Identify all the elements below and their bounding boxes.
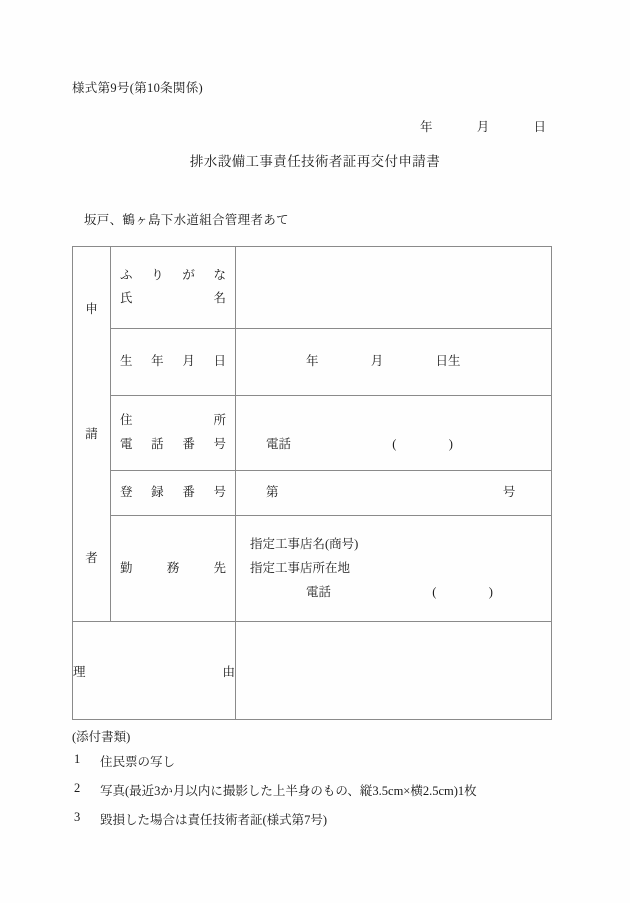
label-furigana-name bbox=[111, 247, 236, 329]
attachment-number: 2 bbox=[74, 781, 81, 795]
table-row-workplace bbox=[73, 516, 552, 622]
list-item bbox=[74, 810, 614, 828]
workplace-char-1: 勤 bbox=[120, 560, 133, 575]
workplace-char-2: 務 bbox=[166, 560, 180, 575]
phone-char-2: 話 bbox=[151, 436, 164, 451]
furigana-char-1: ふ bbox=[120, 267, 133, 282]
regno-prefix-label: 第 bbox=[266, 485, 279, 500]
label-reason-chars bbox=[73, 662, 235, 680]
workplace-phone-line bbox=[236, 581, 551, 605]
attachment-number: 1 bbox=[74, 752, 81, 766]
label-workplace bbox=[111, 516, 236, 622]
registration-number-value-line bbox=[236, 481, 551, 505]
label-birthdate-chars bbox=[111, 350, 235, 374]
furigana-char-3: が bbox=[182, 267, 195, 282]
label-birthdate bbox=[111, 328, 236, 395]
regno-char-4: 号 bbox=[213, 485, 226, 500]
table-row-address bbox=[73, 395, 552, 470]
attachment-text: 住民票の写し bbox=[100, 755, 176, 769]
birthdate-char-1: 生 bbox=[120, 353, 133, 368]
label-address-phone bbox=[111, 395, 236, 470]
field-address-value[interactable] bbox=[236, 395, 552, 470]
field-birthdate-value[interactable] bbox=[236, 328, 552, 395]
label-registration-number bbox=[111, 471, 236, 516]
table-row-birthdate bbox=[73, 328, 552, 395]
regno-char-1: 登 bbox=[120, 485, 133, 500]
regno-suffix-label: 号 bbox=[502, 485, 516, 500]
attachment-number: 3 bbox=[74, 810, 81, 824]
list-item bbox=[74, 752, 614, 770]
workplace-phone-paren-open: ( bbox=[432, 584, 437, 599]
workplace-shop-name: 指定工事店名(商号) bbox=[250, 537, 359, 552]
label-workplace-chars bbox=[111, 557, 235, 581]
address-phone-value-line bbox=[236, 433, 551, 457]
date-month-label: 月 bbox=[476, 120, 490, 134]
address-char-2: 所 bbox=[213, 413, 226, 428]
applicant-char-1: 申 bbox=[85, 302, 98, 317]
addressee-line: 坂戸、鶴ヶ島下水道組合管理者あて bbox=[84, 213, 289, 227]
attachment-text: 毀損した場合は責任技術者証(様式第7号) bbox=[100, 813, 328, 827]
table-row-name bbox=[73, 247, 552, 329]
table-row-reason bbox=[73, 622, 552, 720]
phone-char-3: 番 bbox=[182, 436, 195, 451]
list-item bbox=[74, 781, 614, 799]
label-name bbox=[111, 287, 235, 311]
label-reason bbox=[73, 622, 236, 720]
reason-char-1: 理 bbox=[73, 664, 86, 679]
application-form-table bbox=[72, 246, 552, 720]
workplace-phone-paren-close: ) bbox=[488, 584, 493, 599]
regno-char-2: 録 bbox=[151, 485, 164, 500]
field-workplace-value[interactable] bbox=[236, 516, 552, 622]
phone-char-1: 電 bbox=[120, 436, 133, 451]
reason-char-2: 由 bbox=[222, 664, 235, 679]
attachment-text: 写真(最近3か月以内に撮影した上半身のもの、縦3.5cm×横2.5cm)1枚 bbox=[100, 784, 477, 798]
birthdate-char-3: 月 bbox=[182, 353, 195, 368]
workplace-shop-address: 指定工事店所在地 bbox=[250, 560, 351, 575]
label-address bbox=[111, 409, 235, 433]
furigana-char-4: な bbox=[213, 267, 226, 282]
label-registration-number-chars bbox=[111, 481, 235, 505]
attachments-heading: (添付書類) bbox=[72, 730, 131, 744]
furigana-char-2: り bbox=[151, 267, 164, 282]
applicant-char-2: 請 bbox=[85, 426, 98, 441]
field-reason-value[interactable] bbox=[236, 622, 552, 720]
label-phone-number bbox=[111, 433, 235, 457]
address-phone-label: 電話 bbox=[266, 436, 292, 451]
workplace-phone-label: 電話 bbox=[306, 584, 332, 599]
birthdate-char-2: 年 bbox=[151, 353, 164, 368]
birthdate-value-line bbox=[236, 350, 551, 374]
birthdate-char-4: 日 bbox=[213, 353, 226, 368]
phone-char-4: 号 bbox=[213, 436, 226, 451]
page-title: 排水設備工事責任技術者証再交付申請書 bbox=[189, 154, 441, 169]
date-entry-line bbox=[420, 117, 546, 135]
field-registration-number-value[interactable] bbox=[236, 471, 552, 516]
workplace-char-3: 先 bbox=[213, 560, 226, 575]
applicant-vertical-label bbox=[73, 247, 111, 622]
birthdate-year-label: 年 bbox=[306, 353, 319, 368]
address-char-1: 住 bbox=[120, 413, 133, 428]
applicant-char-3: 者 bbox=[85, 551, 98, 566]
address-phone-paren-open: ( bbox=[392, 436, 397, 451]
address-phone-paren-close: ) bbox=[448, 436, 453, 451]
form-number-label: 様式第9号(第10条関係) bbox=[72, 81, 203, 95]
regno-char-3: 番 bbox=[182, 485, 195, 500]
name-char-1: 氏 bbox=[120, 291, 133, 306]
name-char-2: 名 bbox=[213, 291, 226, 306]
label-furigana bbox=[111, 264, 235, 288]
birthdate-month-label: 月 bbox=[370, 353, 384, 368]
attachments-list bbox=[74, 752, 614, 839]
date-day-label: 日 bbox=[533, 120, 547, 134]
field-name-value[interactable] bbox=[236, 247, 552, 329]
date-year-label: 年 bbox=[420, 120, 433, 134]
birthdate-day-label: 日生 bbox=[435, 353, 461, 368]
table-row-registration-number bbox=[73, 471, 552, 516]
